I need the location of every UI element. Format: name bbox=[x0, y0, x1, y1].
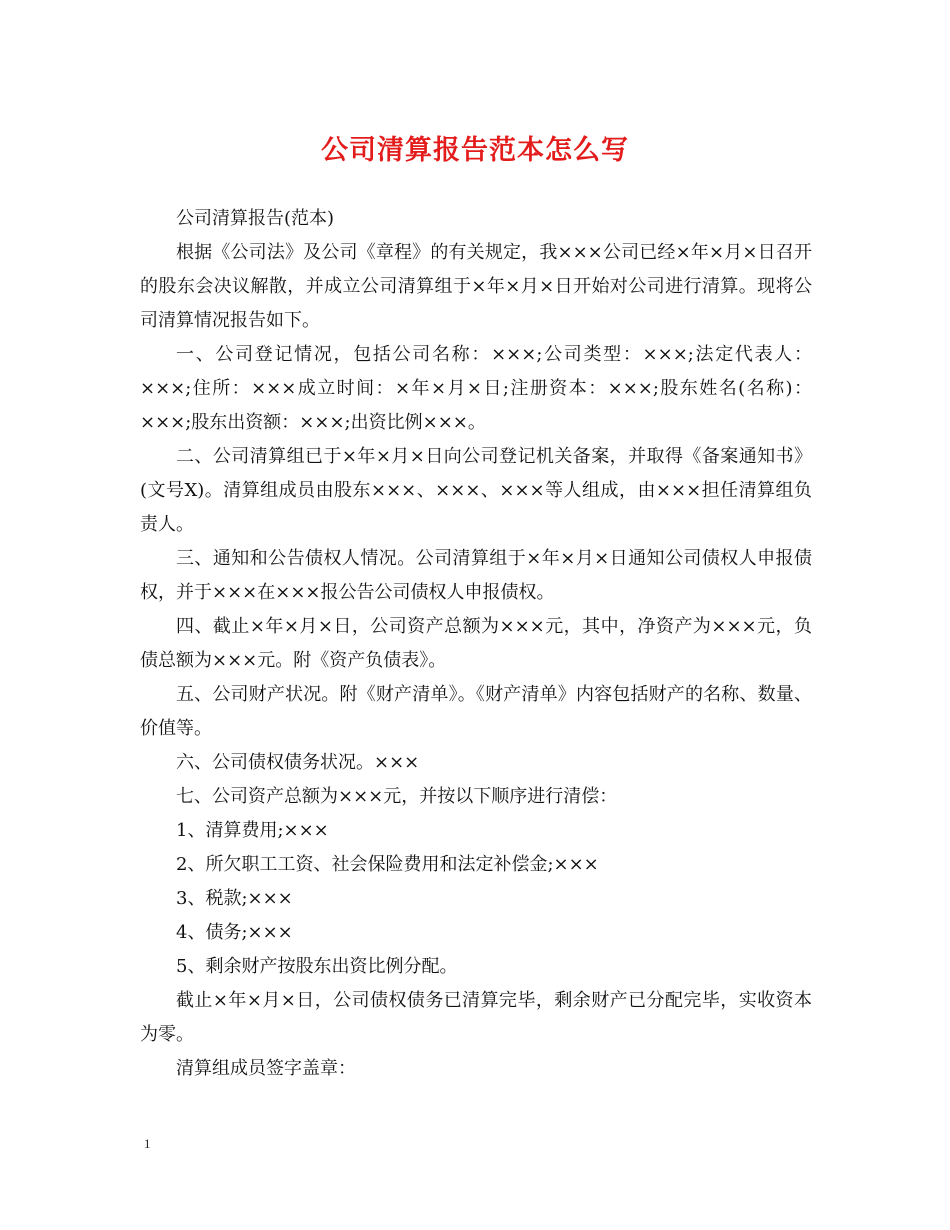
paragraph: 四、截止×年×月×日，公司资产总额为×××元，其中，净资产为×××元，负债总额为×××元。附《资产负债表》。 bbox=[140, 616, 812, 671]
list-item: 5、剩余财产按股东出资比例分配。 bbox=[176, 956, 458, 977]
page-number: 1 bbox=[144, 1136, 151, 1151]
paragraph: 截止×年×月×日，公司债权债务已清算完毕，剩余财产已分配完毕，实收资本为零。 bbox=[140, 990, 812, 1045]
paragraph: 二、公司清算组已于×年×月×日向公司登记机关备案，并取得《备案通知书》(文号X)。清算组成员由股东×××、×××、×××等人组成，由×××担任清算组负责人。 bbox=[140, 446, 812, 535]
signature-line: 清算组成员签字盖章： bbox=[176, 1058, 356, 1079]
document-body bbox=[140, 202, 812, 1086]
page-title: 公司清算报告范本怎么写 bbox=[321, 135, 629, 166]
paragraph: 根据《公司法》及公司《章程》的有关规定，我×××公司已经×年×月×日召开的股东会决议解散，并成立公司清算组于×年×月×日开始对公司进行清算。现将公司清算情况报告如下。 bbox=[140, 242, 812, 331]
list-item: 2、所欠职工工资、社会保险费用和法定补偿金;××× bbox=[176, 854, 599, 875]
paragraph: 一、公司登记情况，包括公司名称：×××;公司类型：×××;法定代表人：×××;住所：×××成立时间：×年×月×日;注册资本：×××;股东姓名(名称)：×××;股东出资额：×××;出资比例×××。 bbox=[140, 344, 812, 433]
list-item: 1、清算费用;××× bbox=[176, 820, 329, 841]
paragraph: 公司清算报告(范本) bbox=[176, 208, 335, 229]
paragraph: 六、公司债权债务状况。××× bbox=[176, 752, 420, 773]
paragraph: 五、公司财产状况。附《财产清单》。《财产清单》内容包括财产的名称、数量、价值等。 bbox=[140, 684, 812, 739]
paragraph: 七、公司资产总额为×××元，并按以下顺序进行清偿： bbox=[176, 786, 618, 807]
list-item: 4、债务;××× bbox=[176, 922, 293, 943]
paragraph: 三、通知和公告债权人情况。公司清算组于×年×月×日通知公司债权人申报债权，并于×××在×××报公告公司债权人申报债权。 bbox=[140, 548, 812, 603]
list-item: 3、税款;××× bbox=[176, 888, 293, 909]
